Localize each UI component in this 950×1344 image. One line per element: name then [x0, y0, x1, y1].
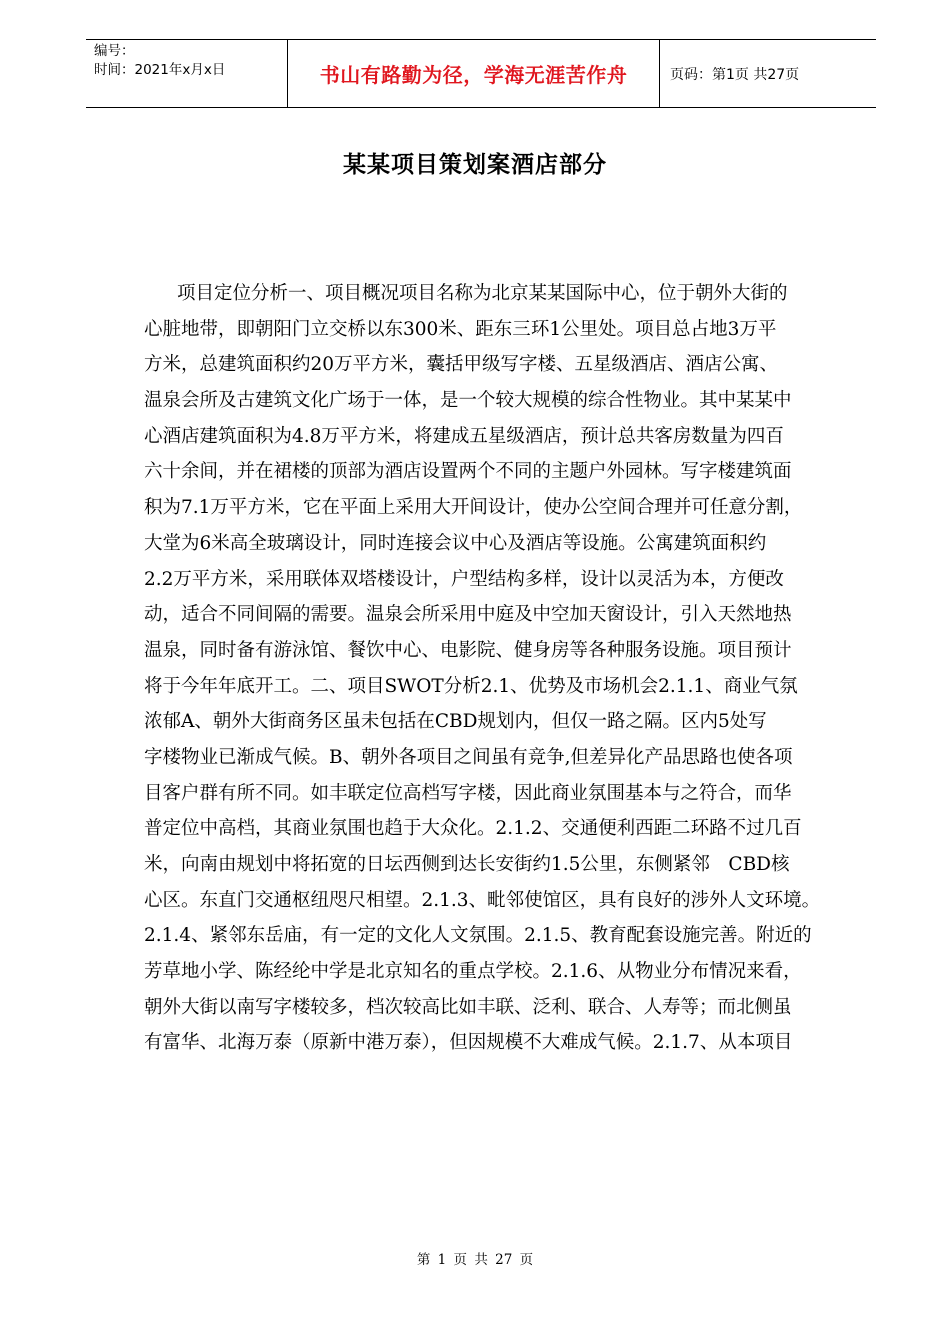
- document-body: [144, 276, 830, 1061]
- body-line: 2.1.4、紧邻东岳庙，有一定的文化人文氛围。2.1.5、教育配套设施完善。附近的: [144, 925, 812, 947]
- body-line: 米，向南由规划中将拓宽的日坛西侧到达长安街约1.5公里，东侧紧邻 CBD核: [144, 854, 790, 875]
- body-line: 芳草地小学、陈经纶中学是北京知名的重点学校。2.1.6、从物业分布情况来看，: [144, 961, 802, 983]
- body-line: 温泉会所及古建筑文化广场于一体，是一个较大规模的综合性物业。其中某某中: [144, 390, 792, 412]
- body-line: 将于今年年底开工。二、项目SWOT分析2.1、优势及市场机会2.1.1、商业气氛: [144, 675, 798, 697]
- header-motto: 书山有路勤为径，学海无涯苦作舟: [319, 63, 628, 87]
- body-line: 心酒店建筑面积为4.8万平方米，将建成五星级酒店，预计总共客房数量为四百: [144, 425, 784, 447]
- body-line: 心脏地带，即朝阳门立交桥以东300米、距东三环1公里处。项目总占地3万平: [144, 318, 777, 340]
- body-line: 温泉，同时备有游泳馆、餐饮中心、电影院、健身房等各种服务设施。项目预计: [144, 639, 792, 661]
- header-meta-cell: [86, 40, 287, 107]
- document-number-label: 编号：: [94, 43, 135, 59]
- body-line: 2.2万平方米，采用联体双塔楼设计，户型结构多样，设计以灵活为本，方便改: [144, 568, 784, 590]
- body-line: 动，适合不同间隔的需要。温泉会所采用中庭及中空加天窗设计，引入天然地热: [144, 604, 792, 626]
- body-line: 朝外大街以南写字楼较多，档次较高比如丰联、泛利、联合、人寿等；而北侧虽: [144, 996, 792, 1018]
- page-footer: 第 1 页 共 27 页: [416, 1252, 534, 1268]
- body-line: 浓郁A、朝外大街商务区虽未包括在CBD规划内，但仅一路之隔。区内5处写: [144, 711, 767, 733]
- body-line: 目客户群有所不同。如丰联定位高档写字楼，因此商业氛围基本与之符合，而华: [144, 782, 792, 804]
- header-page-cell: [660, 40, 876, 107]
- header-page-info: 页码：第1页 共27页: [670, 66, 800, 83]
- body-line: 大堂为6米高全玻璃设计，同时连接会议中心及酒店等设施。公寓建筑面积约: [144, 532, 767, 554]
- header-motto-cell: [287, 40, 660, 107]
- body-line: 字楼物业已渐成气候。B、朝外各项目之间虽有竞争,但差异化产品思路也使各项: [144, 746, 793, 768]
- document-time-label: 时间：2021年x月x日: [94, 62, 226, 78]
- document-header: [86, 39, 876, 108]
- document-title: 某某项目策划案酒店部分: [343, 152, 607, 178]
- body-line: 普定位中高档，其商业氛围也趋于大众化。2.1.2、交通便利西距二环路不过几百: [144, 818, 802, 840]
- body-line: 方米，总建筑面积约20万平方米，囊括甲级写字楼、五星级酒店、酒店公寓、: [144, 354, 779, 376]
- body-line: 积为7.1万平方米，它在平面上采用大开间设计，使办公空间合理并可任意分割，: [144, 497, 803, 519]
- body-line: 项目定位分析一、项目概况项目名称为北京某某国际中心，位于朝外大街的: [177, 283, 788, 304]
- body-line: 六十余间，并在裙楼的顶部为酒店设置两个不同的主题户外园林。写字楼建筑面: [144, 461, 792, 483]
- body-line: 有富华、北海万泰（原新中港万泰），但因规模不大难成气候。2.1.7、从本项目: [144, 1032, 793, 1054]
- body-line: 心区。东直门交通枢纽咫尺相望。2.1.3、毗邻使馆区，具有良好的涉外人文环境。: [144, 889, 821, 911]
